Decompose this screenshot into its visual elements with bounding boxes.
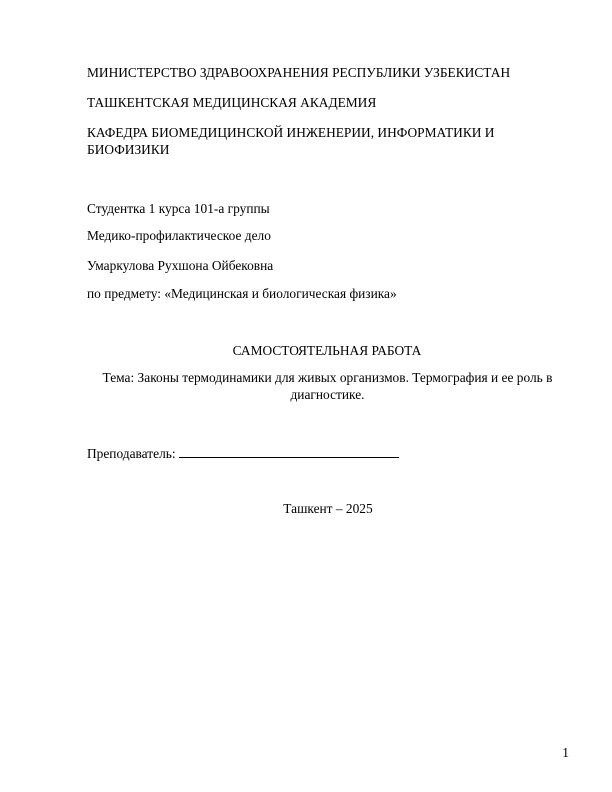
work-type-title: САМОСТОЯТЕЛЬНАЯ РАБОТА bbox=[232, 343, 422, 358]
student-course-group: Студентка 1 курса 101-а группы bbox=[87, 201, 270, 216]
teacher-signature-line bbox=[179, 445, 399, 458]
ministry-heading: МИНИСТЕРСТВО ЗДРАВООХРАНЕНИЯ РЕСПУБЛИКИ УЗБЕКИСТАН bbox=[87, 65, 511, 80]
teacher-label: Преподаватель: bbox=[87, 446, 176, 461]
page-number: 1 bbox=[562, 745, 569, 760]
academy-heading: ТАШКЕНТСКАЯ МЕДИЦИНСКАЯ АКАДЕМИЯ bbox=[87, 95, 377, 110]
student-faculty: Медико-профилактическое дело bbox=[87, 228, 271, 243]
subject-line: по предмету: «Медицинская и биологическая физика» bbox=[87, 286, 397, 301]
teacher-line bbox=[87, 445, 547, 462]
city-year: Ташкент – 2025 bbox=[283, 501, 373, 516]
department-heading: КАФЕДРА БИОМЕДИЦИНСКОЙ ИНЖЕНЕРИИ, ИНФОРМАТИКИ И БИОФИЗИКИ bbox=[87, 125, 495, 157]
student-name: Умаркулова Рухшона Ойбековна bbox=[87, 258, 274, 273]
work-topic: Тема: Законы термодинамики для живых организмов. Термография и ее роль в диагностике. bbox=[102, 370, 553, 402]
